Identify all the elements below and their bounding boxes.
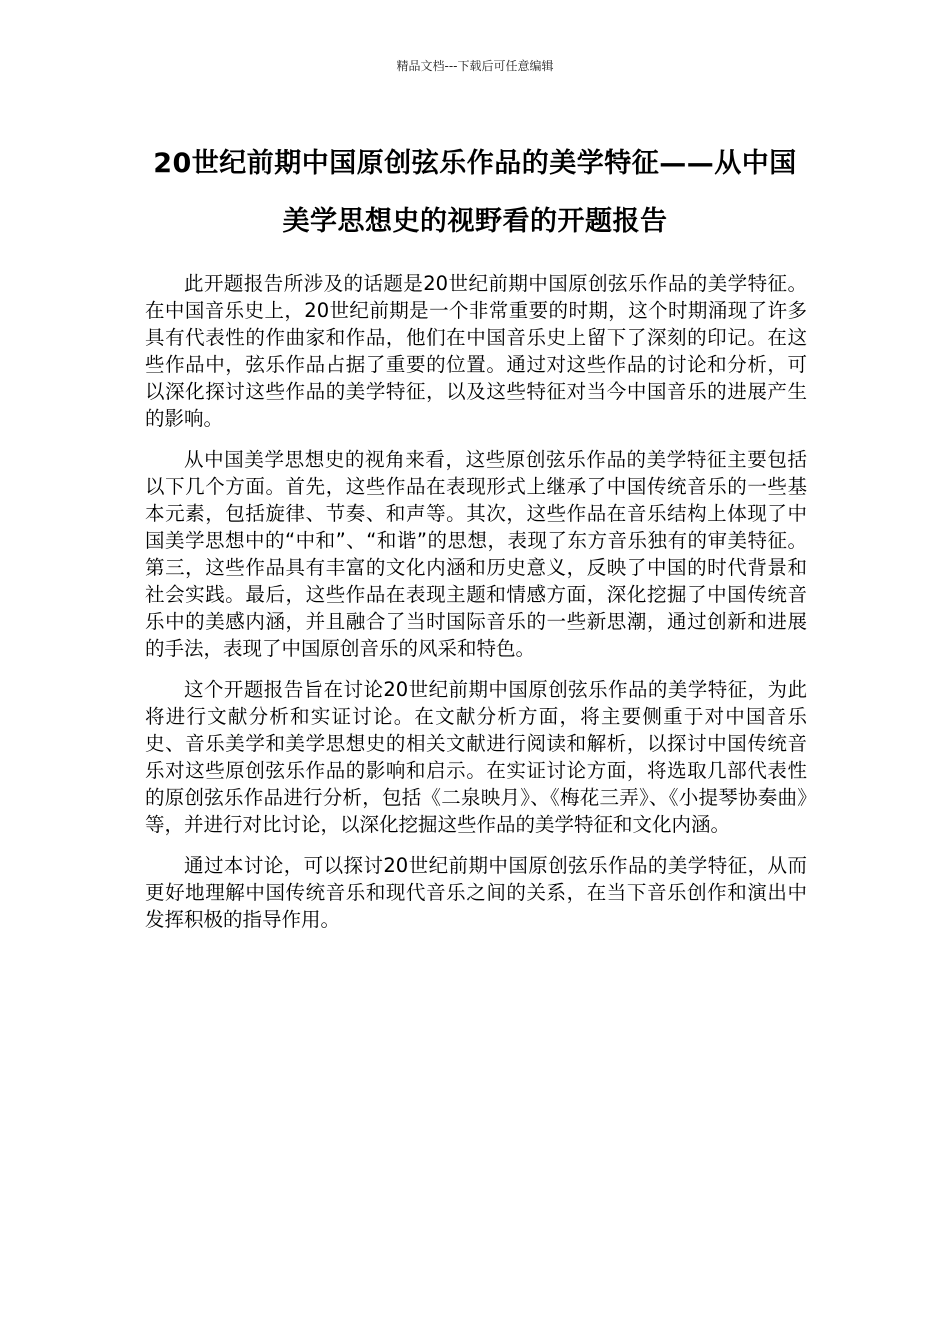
paragraph-2: 从中国美学思想史的视角来看，这些原创弦乐作品的美学特征主要包括以下几个方面。首先，这些作品在表现形式上继承了中国传统音乐的一些基本元素，包括旋律、节奏、和声等。其次，这些作品在音乐结构上体现了中国美学思想中的“中和”、“和谐”的思想，表现了东方音乐独有的审美特征。第三，这些作品具有丰富的文化内涵和历史意义，反映了中国的时代背景和社会实践。最后，这些作品在表现主题和情感方面，深化挖掘了中国传统音乐中的美感内涵，并且融合了当时国际音乐的一些新思潮，通过创新和进展的手法，表现了中国原创音乐的风采和特色。 <box>145 448 807 660</box>
paragraph-4: 通过本讨论，可以探讨20世纪前期中国原创弦乐作品的美学特征，从而更好地理解中国传统音乐和现代音乐之间的关系，在当下音乐创作和演出中发挥积极的指导作用。 <box>145 854 807 931</box>
paragraph-1: 此开题报告所涉及的话题是20世纪前期中国原创弦乐作品的美学特征。在中国音乐史上，20世纪前期是一个非常重要的时期，这个时期涌现了许多具有代表性的作曲家和作品，他们在中国音乐史上留下了深刻的印记。在这些作品中，弦乐作品占据了重要的位置。通过对这些作品的讨论和分析，可以深化探讨这些作品的美学特征，以及这些特征对当今中国音乐的进展产生的影响。 <box>145 272 807 430</box>
document-title: 20世纪前期中国原创弦乐作品的美学特征——从中国美学思想史的视野看的开题报告 <box>153 148 797 237</box>
document-body <box>145 270 807 947</box>
paragraph-3: 这个开题报告旨在讨论20世纪前期中国原创弦乐作品的美学特征，为此将进行文献分析和实证讨论。在文献分析方面，将主要侧重于对中国音乐史、音乐美学和美学思想史的相关文献进行阅读和解析，以探讨中国传统音乐对这些原创弦乐作品的影响和启示。在实证讨论方面，将选取几部代表性的原创弦乐作品进行分析，包括《二泉映月》、《梅花三弄》、《小提琴协奏曲》等，并进行对比讨论，以深化挖掘这些作品的美学特征和文化内涵。 <box>145 678 807 836</box>
header-note: 精品文档---下载后可任意编辑 <box>396 59 554 73</box>
